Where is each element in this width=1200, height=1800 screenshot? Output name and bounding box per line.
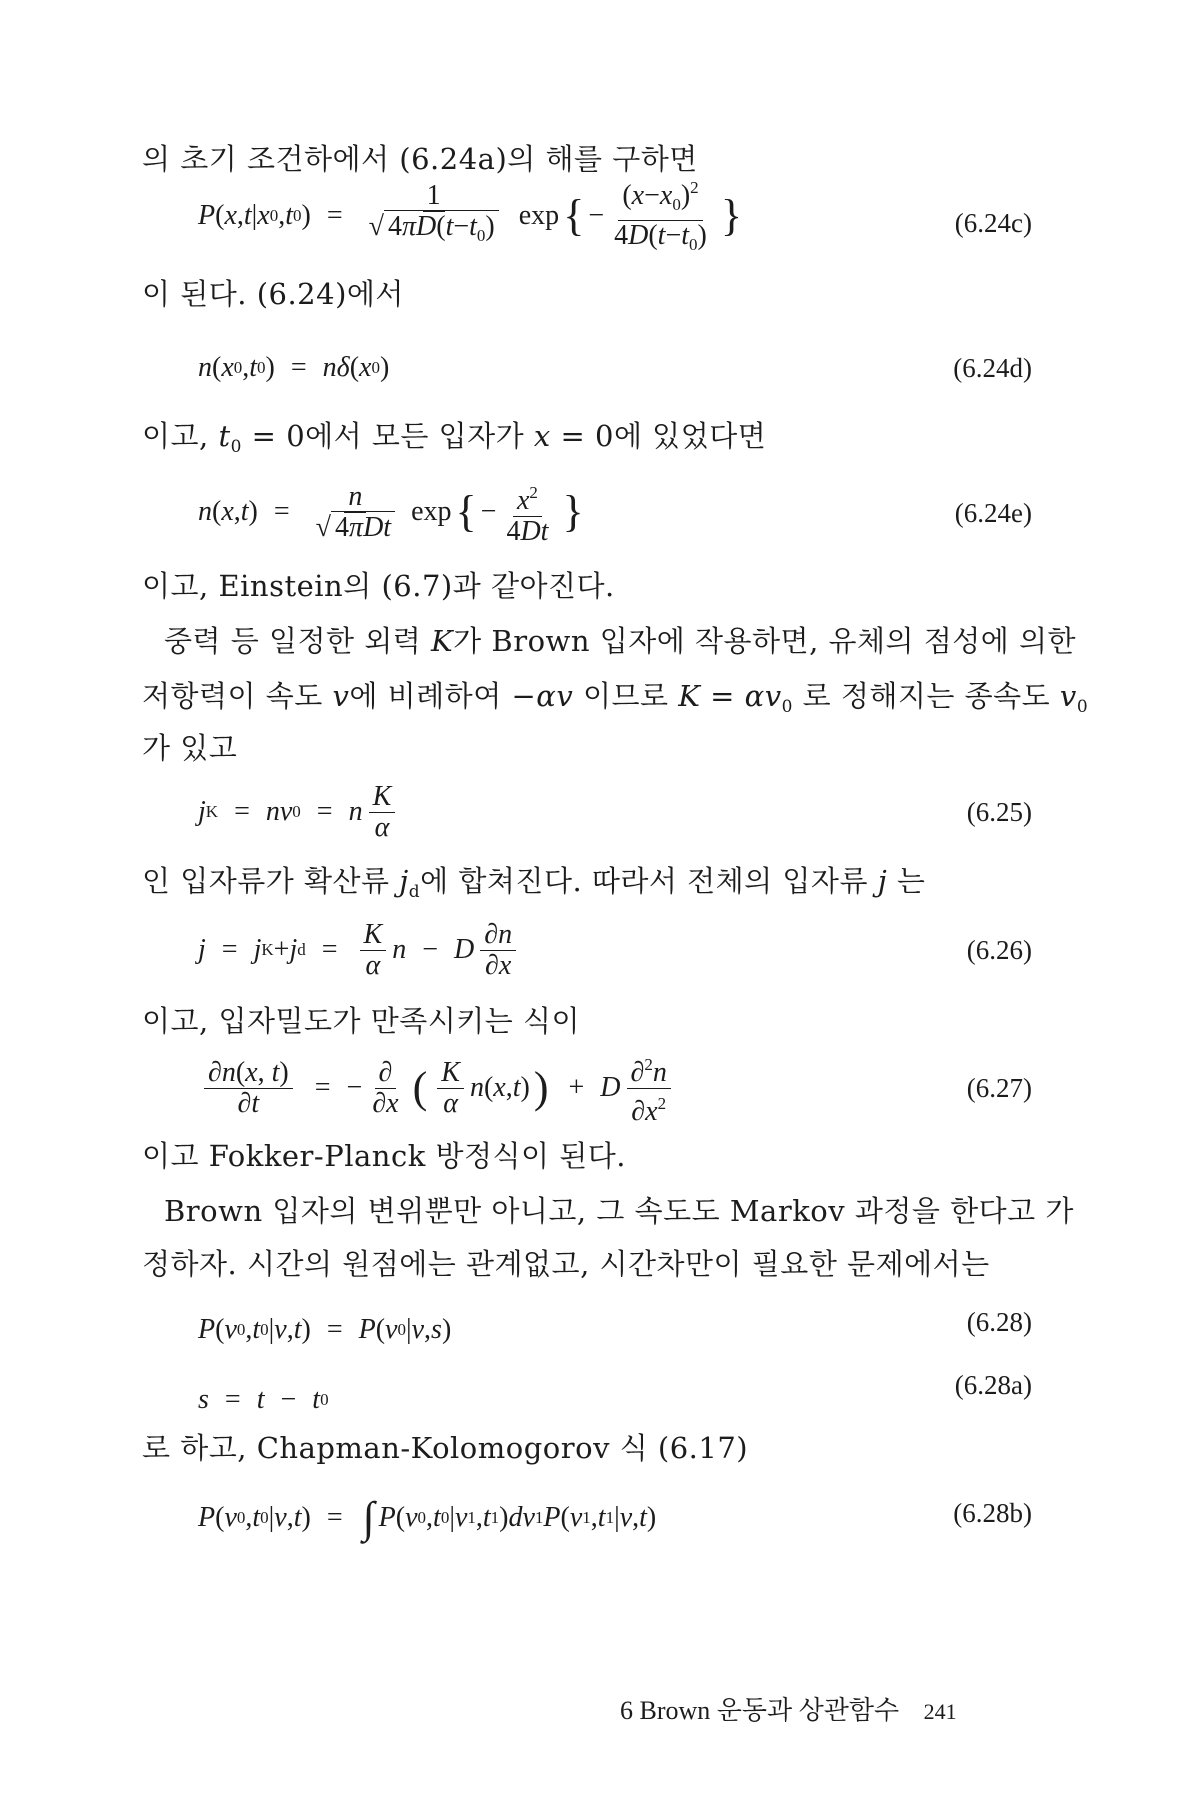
- eq-number-6-25: (6.25): [966, 797, 1032, 827]
- eq-number-6-27: (6.27): [966, 1073, 1032, 1103]
- equation-6-28: P ( v 0 , t 0 | v , t ) = P ( v 0 | v , s ): [198, 1314, 452, 1345]
- eq-number-6-24e: (6.24e): [954, 498, 1032, 528]
- eq-number-6-28: (6.28): [966, 1307, 1032, 1337]
- eq-number-6-26: (6.26): [966, 935, 1032, 965]
- equation-6-28a: s = t − t 0: [198, 1384, 329, 1415]
- eq-number-6-28b: (6.28b): [953, 1498, 1032, 1528]
- text-line-10: 이고 Fokker-Planck 방정식이 된다.: [142, 1139, 627, 1173]
- equation-6-26: j = j K + j d = $\frac{K}{\alpha}$ n − D $\frac{\partial n}{\partial x}$: [198, 918, 998, 982]
- text-line-1: 의 초기 조건하에서 (6.24a)의 해를 구하면: [142, 142, 698, 176]
- equation-6-28b: P ( v 0 , t 0 | v , t ) = ∫ P ( v 0 , t 0 | v 1 , t 1 ) dv 1 P ( v 1 , t 1 | v , t ): [198, 1493, 657, 1542]
- page-number: 241: [923, 1699, 957, 1724]
- text-line-5: 중력 등 일정한 외력 K가 Brown 입자에 작용하면, 유체의 점성에 의한: [164, 624, 1077, 658]
- text-line-4: 이고, Einstein의 (6.7)과 같아진다.: [142, 569, 615, 603]
- page-footer: [620, 1690, 957, 1727]
- text-line-11: Brown 입자의 변위뿐만 아니고, 그 속도도 Markov 과정을 한다고 가: [164, 1194, 1074, 1228]
- text-line-12: 정하자. 시간의 원점에는 관계없고, 시간차만이 필요한 문제에서는: [142, 1247, 990, 1281]
- equation-6-25: j K = nv 0 = n $\frac{K}{\alpha}$: [198, 780, 998, 844]
- text-line-3: 이고, $t_0 = 0$에서 모든 입자가 x = 0에 있었다면: [142, 419, 767, 457]
- equation-6-24c: P ( x , t | x 0 , t 0 ) = $\frac{1}{√ 4\pi D(t-t_0)}$ exp { − $\frac{(x-x_0)^2}{4D(t-t_0)}$ }: [198, 184, 998, 248]
- text-line-7: 가 있고: [142, 731, 238, 765]
- equation-6-24e: n ( x , t ) = $\frac{n}{\text{√ 4πDt}}$ exp { − $\frac{x^2}{4Dt}$ }: [198, 480, 998, 544]
- eq-number-6-24c: (6.24c): [954, 208, 1032, 238]
- text-line-13: 로 하고, Chapman-Kolomogorov 식 (6.17): [142, 1431, 749, 1465]
- equation-6-24d: n ( x 0 , t 0 ) = nδ ( x 0 ): [198, 352, 390, 383]
- text-line-8: 인 입자류가 확산류 $j_d$에 합쳐진다. 따라서 전체의 입자류 j 는: [142, 864, 926, 902]
- text-line-9: 이고, 입자밀도가 만족시키는 식이: [142, 1004, 581, 1038]
- text-line-6: 저항력이 속도 v에 비례하여 −αv 이므로 $K = \alpha v_0$ 로 정해지는 종속도 $v_0$: [142, 679, 1089, 717]
- equation-6-27: $\frac{\partial n(x, t)}{\partial t}$ = − $\frac{\partial}{\partial x}$ ( $\frac{K}{\alpha}$ n ( x , t ) ) + D $\frac{\partial^2n}{\partial x^2}$: [198, 1056, 998, 1120]
- chapter-title: 6 Brown 운동과 상관함수: [620, 1696, 900, 1725]
- eq-number-6-24d: (6.24d): [953, 353, 1032, 383]
- text-line-2: 이 된다. (6.24)에서: [142, 277, 404, 311]
- eq-number-6-28a: (6.28a): [954, 1370, 1032, 1400]
